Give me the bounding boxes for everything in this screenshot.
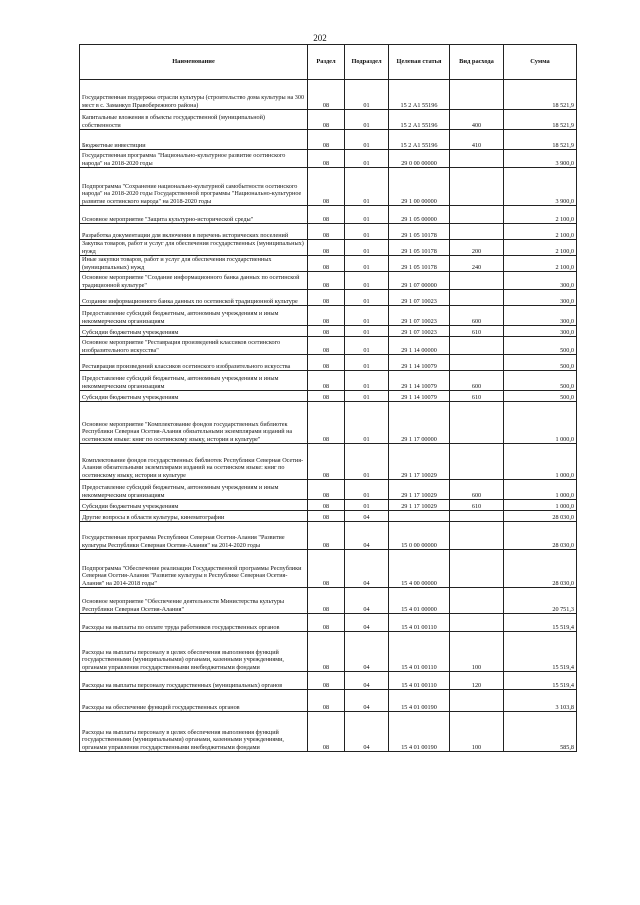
- row-subsection: 01: [345, 355, 389, 371]
- row-expense-type: [450, 511, 504, 522]
- row-subsection: 04: [345, 690, 389, 712]
- row-subsection: 04: [345, 712, 389, 752]
- row-target-article: 29 0 00 00000: [389, 150, 450, 168]
- row-sum: 2 100,0: [504, 224, 577, 240]
- table-row: [80, 206, 577, 224]
- row-subsection: 01: [345, 306, 389, 326]
- row-target-article: 29 1 17 00000: [389, 402, 450, 444]
- row-target-article: 29 1 17 10029: [389, 500, 450, 511]
- row-target-article: 15 0 00 00000: [389, 522, 450, 550]
- table-row: [80, 240, 577, 256]
- row-subsection: 01: [345, 256, 389, 272]
- row-sum: 1 000,0: [504, 444, 577, 480]
- row-name: Основное мероприятие "Создание информационного банка данных по осетинской традиционной культуре": [80, 272, 308, 290]
- row-subsection: 01: [345, 337, 389, 355]
- row-section: 08: [308, 355, 345, 371]
- header-sum: Сумма: [504, 45, 577, 80]
- table-row: [80, 511, 577, 522]
- row-target-article: 29 1 05 10178: [389, 224, 450, 240]
- row-subsection: 01: [345, 110, 389, 130]
- row-section: 08: [308, 110, 345, 130]
- row-expense-type: [450, 588, 504, 614]
- row-subsection: 01: [345, 80, 389, 110]
- row-name: Основное мероприятие "Комплектование фондов государственных библиотек Республики Северная Осетия-Алания обязательными экземплярами изданий на осетинском языке: книг по осетинскому языку, истории и культуре": [80, 402, 308, 444]
- row-expense-type: [450, 690, 504, 712]
- row-target-article: [389, 511, 450, 522]
- row-section: 08: [308, 80, 345, 110]
- row-sum: 15 519,4: [504, 672, 577, 690]
- row-section: 08: [308, 402, 345, 444]
- row-section: 08: [308, 712, 345, 752]
- table-row: [80, 306, 577, 326]
- row-expense-type: 100: [450, 632, 504, 672]
- row-expense-type: 610: [450, 391, 504, 402]
- row-target-article: 29 1 14 10079: [389, 391, 450, 402]
- row-target-article: 29 1 05 10178: [389, 256, 450, 272]
- row-expense-type: 600: [450, 480, 504, 500]
- row-section: 08: [308, 550, 345, 588]
- row-name: Государственная программа Республики Северная Осетия-Алания "Развитие культуры Республики Северная Осетия-Алания" на 2014-2020 годы: [80, 522, 308, 550]
- row-expense-type: [450, 444, 504, 480]
- table-header: [80, 45, 577, 80]
- row-name: Государственная программа "Национально-культурное развитие осетинского народа" на 2018-2020 годы: [80, 150, 308, 168]
- table-row: [80, 290, 577, 306]
- row-section: 08: [308, 632, 345, 672]
- row-name: Иные закупки товаров, работ и услуг для обеспечения государственных (муниципальных) нужд: [80, 256, 308, 272]
- row-name: Предоставление субсидий бюджетным, автономным учреждениям и иным некоммерческим организациям: [80, 371, 308, 391]
- row-section: 08: [308, 337, 345, 355]
- row-sum: 300,0: [504, 326, 577, 337]
- row-subsection: 01: [345, 326, 389, 337]
- row-name: Расходы на выплаты персоналу в целях обеспечения выполнения функций государственными (муниципальными) органами, казенными учреждениями, органами управления государственными внебюджетными фондами: [80, 632, 308, 672]
- row-target-article: 15 4 01 00000: [389, 588, 450, 614]
- table-row: [80, 402, 577, 444]
- row-expense-type: [450, 355, 504, 371]
- header-row: [80, 45, 577, 80]
- row-expense-type: [450, 206, 504, 224]
- row-expense-type: 200: [450, 240, 504, 256]
- row-name: Основное мероприятие "Обеспечение деятельности Министерства культуры Республики Северная Осетия-Алания": [80, 588, 308, 614]
- row-sum: 500,0: [504, 371, 577, 391]
- row-target-article: 15 2 А1 55196: [389, 80, 450, 110]
- row-name: Бюджетные инвестиции: [80, 130, 308, 150]
- row-target-article: 15 2 А1 55196: [389, 110, 450, 130]
- row-sum: 2 100,0: [504, 256, 577, 272]
- row-sum: 1 000,0: [504, 500, 577, 511]
- row-subsection: 04: [345, 550, 389, 588]
- row-target-article: 15 4 00 00000: [389, 550, 450, 588]
- row-sum: 500,0: [504, 355, 577, 371]
- row-subsection: 01: [345, 371, 389, 391]
- row-subsection: 01: [345, 168, 389, 206]
- row-name: Расходы на обеспечение функций государственных органов: [80, 690, 308, 712]
- table-row: [80, 690, 577, 712]
- header-subsection: Подраздел: [345, 45, 389, 80]
- row-expense-type: [450, 614, 504, 632]
- row-subsection: 01: [345, 206, 389, 224]
- table-row: [80, 224, 577, 240]
- row-section: 08: [308, 326, 345, 337]
- row-section: 08: [308, 614, 345, 632]
- table-row: [80, 500, 577, 511]
- row-name: Расходы на выплаты по оплате труда работников государственных органов: [80, 614, 308, 632]
- row-target-article: 29 1 14 10079: [389, 355, 450, 371]
- row-target-article: 29 1 14 00000: [389, 337, 450, 355]
- row-section: 08: [308, 150, 345, 168]
- row-target-article: 29 1 05 00000: [389, 206, 450, 224]
- row-target-article: 29 1 07 00000: [389, 272, 450, 290]
- row-section: 08: [308, 391, 345, 402]
- row-target-article: 29 1 07 10023: [389, 290, 450, 306]
- row-section: 08: [308, 522, 345, 550]
- row-name: Основное мероприятие "Защита культурно-исторической среды": [80, 206, 308, 224]
- row-target-article: 15 4 01 00110: [389, 632, 450, 672]
- row-subsection: 01: [345, 272, 389, 290]
- row-section: 08: [308, 672, 345, 690]
- table-row: [80, 588, 577, 614]
- table-row: [80, 168, 577, 206]
- row-target-article: 29 1 05 10178: [389, 240, 450, 256]
- row-name: Государственная поддержка отрасли культуры (строительство дома культуры на 300 мест в с. Заманкул Правобережного района): [80, 80, 308, 110]
- row-subsection: 04: [345, 588, 389, 614]
- row-section: 08: [308, 224, 345, 240]
- row-subsection: 01: [345, 391, 389, 402]
- row-sum: 1 000,0: [504, 480, 577, 500]
- row-name: Подпрограмма "Обеспечение реализации Государственной программы Республики Северная Осетия-Алания "Развитие культуры в Республике Северная Осетия-Алания" на 2014-2018 годы": [80, 550, 308, 588]
- row-target-article: 29 1 17 10029: [389, 444, 450, 480]
- row-name: Подпрограмма "Сохранение национально-культурной самобытности осетинского народа" на 2018-2020 годы Государственной программы "Национально-культурное развитие осетинского народа" на 2018-2020 годы: [80, 168, 308, 206]
- row-expense-type: 600: [450, 371, 504, 391]
- row-sum: 300,0: [504, 272, 577, 290]
- row-sum: 500,0: [504, 391, 577, 402]
- row-section: 08: [308, 240, 345, 256]
- table-row: [80, 371, 577, 391]
- row-sum: 15 519,4: [504, 632, 577, 672]
- row-name: Создание информационного банка данных по осетинской традиционной культуре: [80, 290, 308, 306]
- row-target-article: 15 4 01 00190: [389, 690, 450, 712]
- row-sum: 18 521,9: [504, 130, 577, 150]
- row-section: 08: [308, 500, 345, 511]
- row-subsection: 04: [345, 614, 389, 632]
- row-subsection: 04: [345, 522, 389, 550]
- row-subsection: 01: [345, 500, 389, 511]
- row-expense-type: 610: [450, 500, 504, 511]
- row-name: Расходы на выплаты персоналу государственных (муниципальных) органов: [80, 672, 308, 690]
- row-sum: 3 103,8: [504, 690, 577, 712]
- row-section: 08: [308, 168, 345, 206]
- table-row: [80, 480, 577, 500]
- table-row: [80, 150, 577, 168]
- row-name: Другие вопросы в области культуры, кинематографии: [80, 511, 308, 522]
- row-target-article: 15 4 01 00110: [389, 672, 450, 690]
- table-body: [80, 80, 577, 752]
- row-section: 08: [308, 272, 345, 290]
- row-expense-type: [450, 290, 504, 306]
- row-section: 08: [308, 306, 345, 326]
- row-section: 08: [308, 690, 345, 712]
- row-expense-type: [450, 168, 504, 206]
- row-expense-type: 100: [450, 712, 504, 752]
- row-subsection: 01: [345, 130, 389, 150]
- table-row: [80, 80, 577, 110]
- table-row: [80, 522, 577, 550]
- row-sum: 2 100,0: [504, 206, 577, 224]
- row-expense-type: 400: [450, 110, 504, 130]
- row-sum: 3 900,0: [504, 168, 577, 206]
- row-sum: 28 030,0: [504, 511, 577, 522]
- row-name: Расходы на выплаты персоналу в целях обеспечения выполнения функций государственными (муниципальными) органами, казенными учреждениями, органами управления государственными внебюджетными фондами: [80, 712, 308, 752]
- table-row: [80, 672, 577, 690]
- row-expense-type: [450, 80, 504, 110]
- row-target-article: 29 1 17 10029: [389, 480, 450, 500]
- row-sum: 28 030,0: [504, 522, 577, 550]
- row-expense-type: [450, 402, 504, 444]
- row-section: 08: [308, 256, 345, 272]
- row-sum: 3 900,0: [504, 150, 577, 168]
- row-target-article: 15 4 01 00110: [389, 614, 450, 632]
- row-sum: 2 100,0: [504, 240, 577, 256]
- row-name: Предоставление субсидий бюджетным, автономным учреждениям и иным некоммерческим организациям: [80, 306, 308, 326]
- row-target-article: 15 4 01 00190: [389, 712, 450, 752]
- row-sum: 28 030,0: [504, 550, 577, 588]
- row-target-article: 15 2 А1 55196: [389, 130, 450, 150]
- row-subsection: 01: [345, 480, 389, 500]
- row-subsection: 01: [345, 240, 389, 256]
- row-subsection: 01: [345, 150, 389, 168]
- row-section: 08: [308, 130, 345, 150]
- row-subsection: 01: [345, 224, 389, 240]
- row-name: Разработка документации для включения в перечень исторических поселений: [80, 224, 308, 240]
- budget-table: [79, 44, 577, 752]
- header-expense-type: Вид расхода: [450, 45, 504, 80]
- row-expense-type: 240: [450, 256, 504, 272]
- row-name: Субсидии бюджетным учреждениям: [80, 391, 308, 402]
- row-expense-type: [450, 150, 504, 168]
- table-row: [80, 130, 577, 150]
- row-name: Закупка товаров, работ и услуг для обеспечения государственных (муниципальных) нужд: [80, 240, 308, 256]
- row-expense-type: [450, 272, 504, 290]
- row-subsection: 04: [345, 511, 389, 522]
- row-sum: 20 751,3: [504, 588, 577, 614]
- table-row: [80, 550, 577, 588]
- row-expense-type: 600: [450, 306, 504, 326]
- row-expense-type: 610: [450, 326, 504, 337]
- row-subsection: 04: [345, 632, 389, 672]
- table-row: [80, 256, 577, 272]
- row-section: 08: [308, 480, 345, 500]
- row-name: Основное мероприятие "Реставрация произведений классиков осетинского изобразительного искусства": [80, 337, 308, 355]
- row-expense-type: 120: [450, 672, 504, 690]
- table-row: [80, 326, 577, 337]
- row-subsection: 04: [345, 672, 389, 690]
- row-expense-type: [450, 522, 504, 550]
- row-name: Субсидии бюджетным учреждениям: [80, 326, 308, 337]
- table-row: [80, 632, 577, 672]
- row-expense-type: [450, 337, 504, 355]
- row-subsection: 01: [345, 402, 389, 444]
- row-sum: 300,0: [504, 306, 577, 326]
- row-name: Реставрация произведений классиков осетинского изобразительного искусства: [80, 355, 308, 371]
- row-name: Комплектование фондов государственных библиотек Республики Северная Осетия-Алания обязательными экземплярами изданий на осетинском языке: книг по осетинскому языку, истории и культуре: [80, 444, 308, 480]
- row-sum: 15 519,4: [504, 614, 577, 632]
- table-row: [80, 110, 577, 130]
- row-sum: 585,8: [504, 712, 577, 752]
- row-name: Субсидии бюджетным учреждениям: [80, 500, 308, 511]
- row-section: 08: [308, 444, 345, 480]
- page-number: 202: [313, 33, 327, 43]
- row-section: 08: [308, 588, 345, 614]
- row-sum: 18 521,9: [504, 80, 577, 110]
- table-row: [80, 337, 577, 355]
- row-name: Капитальные вложения в объекты государственной (муниципальной) собственности: [80, 110, 308, 130]
- row-target-article: 29 1 00 00000: [389, 168, 450, 206]
- row-target-article: 29 1 14 10079: [389, 371, 450, 391]
- header-name: Наименование: [80, 45, 308, 80]
- row-name: Предоставление субсидий бюджетным, автономным учреждениям и иным некоммерческим организациям: [80, 480, 308, 500]
- row-section: 08: [308, 290, 345, 306]
- row-expense-type: [450, 224, 504, 240]
- row-sum: 500,0: [504, 337, 577, 355]
- row-expense-type: 410: [450, 130, 504, 150]
- row-expense-type: [450, 550, 504, 588]
- row-sum: 300,0: [504, 290, 577, 306]
- row-section: 08: [308, 511, 345, 522]
- row-subsection: 01: [345, 290, 389, 306]
- table-row: [80, 355, 577, 371]
- row-target-article: 29 1 07 10023: [389, 306, 450, 326]
- row-sum: 18 521,9: [504, 110, 577, 130]
- row-section: 08: [308, 371, 345, 391]
- table-row: [80, 444, 577, 480]
- table-row: [80, 712, 577, 752]
- table-row: [80, 391, 577, 402]
- row-section: 08: [308, 206, 345, 224]
- header-section: Раздел: [308, 45, 345, 80]
- header-target-article: Целевая статья: [389, 45, 450, 80]
- row-target-article: 29 1 07 10023: [389, 326, 450, 337]
- row-subsection: 01: [345, 444, 389, 480]
- table-row: [80, 272, 577, 290]
- table-row: [80, 614, 577, 632]
- row-sum: 1 000,0: [504, 402, 577, 444]
